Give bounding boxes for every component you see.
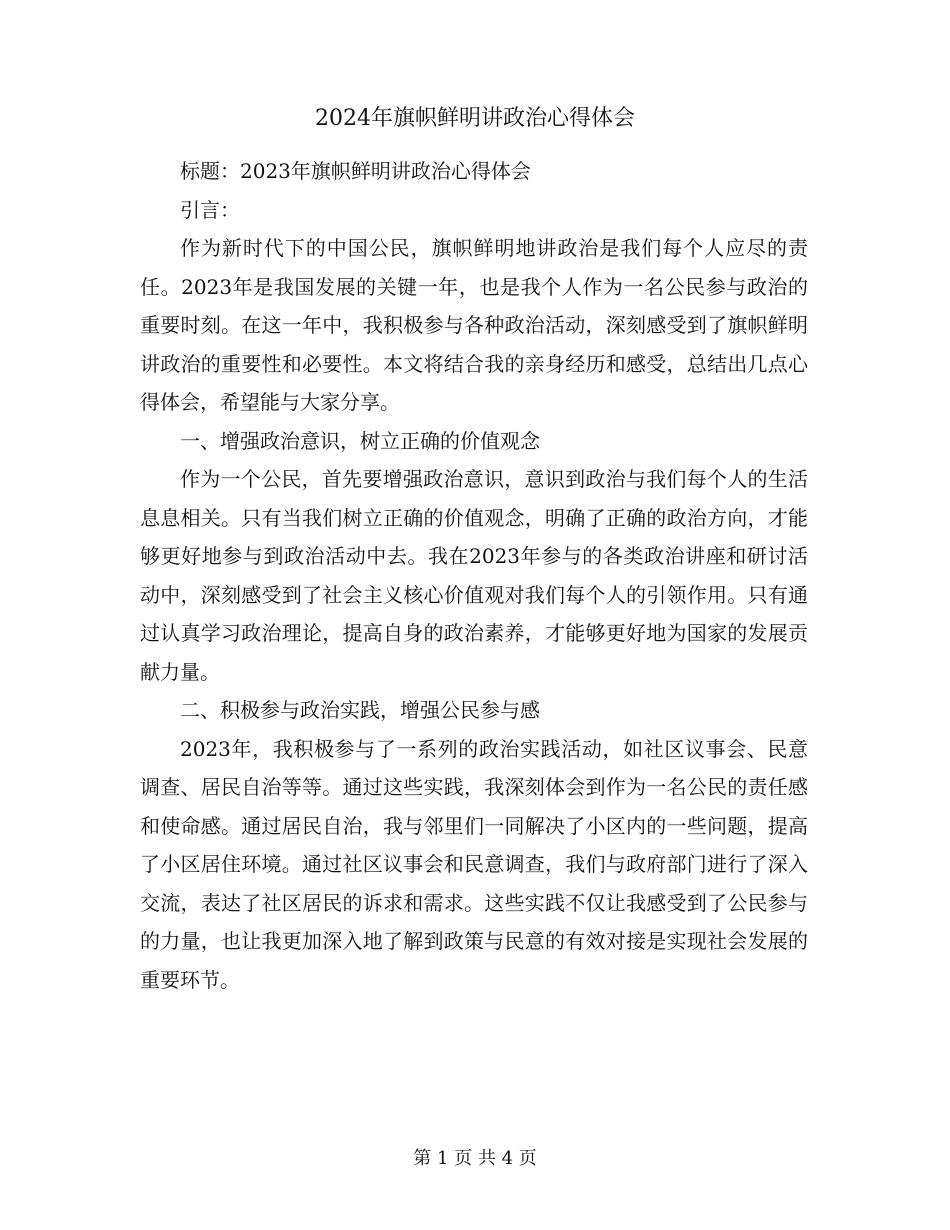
intro-label: 引言： [180, 197, 240, 222]
section-heading-2: 二、积极参与政治实践，增强公民参与感 [180, 698, 540, 722]
page-footer: 第 1 页 共 4 页 [413, 1148, 537, 1169]
subtitle-paragraph: 标题：2023年旗帜鲜明讲政治心得体会 [180, 159, 531, 183]
section-heading-1: 一、增强政治意识，树立正确的价值观念 [180, 428, 540, 453]
document-body [140, 152, 808, 999]
intro-paragraph: 作为新时代下的中国公民，旗帜鲜明地讲政治是我们每个人应尽的责任。2023年是我国发展的关键一年，也是我个人作为一名公民参与政治的重要时刻。在这一年中，我积极参与各种政治活动，深刻感受到了旗帜鲜明讲政治的重要性和必要性。本文将结合我的亲身经历和感受，总结出几点心得体会，希望能与大家分享。 [140, 236, 808, 414]
section-paragraph-1: 作为一个公民，首先要增强政治意识，意识到政治与我们每个人的生活息息相关。只有当我们树立正确的价值观念，明确了正确的政治方向，才能够更好地参与到政治活动中去。我在2023年参与的各类政治讲座和研讨活动中，深刻感受到了社会主义核心价值观对我们每个人的引领作用。只有通过认真学习政治理论，提高自身的政治素养，才能够更好地为国家的发展贡献力量。 [140, 467, 808, 684]
document-title: 2024年旗帜鲜明讲政治心得体会 [315, 106, 635, 131]
section-paragraph-2: 2023年，我积极参与了一系列的政治实践活动，如社区议事会、民意调查、居民自治等等。通过这些实践，我深刻体会到作为一名公民的责任感和使命感。通过居民自治，我与邻里们一同解决了小区内的一些问题，提高了小区居住环境。通过社区议事会和民意调查，我们与政府部门进行了深入交流，表达了社区居民的诉求和需求。这些实践不仅让我感受到了公民参与的力量，也让我更加深入地了解到政策与民意的有效对接是实现社会发展的重要环节。 [140, 736, 808, 992]
